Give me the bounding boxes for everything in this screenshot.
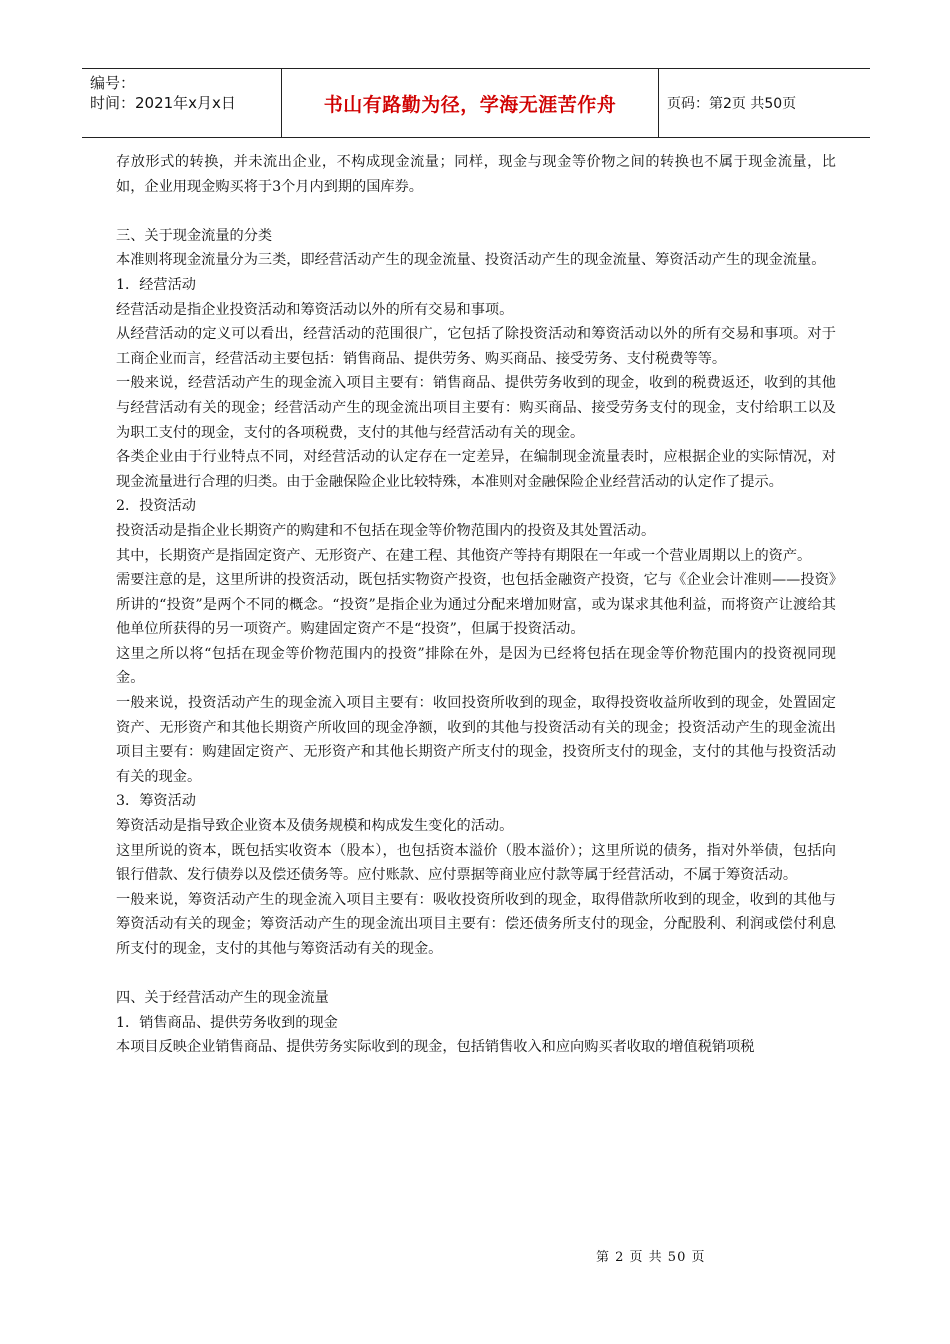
paragraph: 各类企业由于行业特点不同，对经营活动的认定存在一定差异，在编制现金流量表时，应根据企业的实际情况，对现金流量进行合理的归类。由于金融保险企业比较特殊，本准则对金融保险企业经营活动的认定作了提示。	[116, 449, 836, 490]
paragraph: 筹资活动是指导致企业资本及债务规模和构成发生变化的活动。	[116, 818, 514, 835]
section-heading: 四、关于经营活动产生的现金流量	[116, 990, 329, 1007]
section-heading: 三、关于现金流量的分类	[116, 227, 273, 244]
paragraph: 其中，长期资产是指固定资产、无形资产、在建工程、其他资产等持有期限在一年或一个营业周期以上的资产。	[116, 547, 812, 564]
document-body	[116, 150, 836, 1060]
header-table	[82, 68, 870, 138]
paragraph: 一般来说，投资活动产生的现金流入项目主要有：收回投资所收到的现金，取得投资收益所收到的现金，处置固定资产、无形资产和其他长期资产所收回的现金净额，收到的其他与投资活动有关的现金；投资活动产生的现金流出项目主要有：购建固定资产、无形资产和其他长期资产所支付的现金，投资所支付的现金，支付的其他与投资活动有关的现金。	[116, 695, 836, 785]
header-motto: 书山有路勤为径，学海无涯苦作舟	[282, 69, 659, 137]
paragraph: 投资活动是指企业长期资产的购建和不包括在现金等价物范围内的投资及其处置活动。	[116, 522, 656, 539]
document-number-label: 编号：	[90, 74, 136, 92]
subheading: 2．投资活动	[116, 498, 196, 515]
paragraph: 一般来说，经营活动产生的现金流入项目主要有：销售商品、提供劳务收到的现金，收到的税费返还，收到的其他与经营活动有关的现金；经营活动产生的现金流出项目主要有：购买商品、接受劳务支付的现金，支付给职工以及为职工支付的现金，支付的各项税费，支付的其他与经营活动有关的现金。	[116, 375, 836, 441]
page-footer: 第 2 页 共 50 页	[596, 1250, 706, 1265]
paragraph: 本项目反映企业销售商品、提供劳务实际收到的现金，包括销售收入和应向购买者收取的增值税销项税	[116, 1039, 755, 1056]
header-page-info: 页码：第2页 共50页	[667, 96, 797, 112]
subheading: 1．销售商品、提供劳务收到的现金	[116, 1014, 338, 1031]
paragraph: 存放形式的转换，并未流出企业，不构成现金流量；同样，现金与现金等价物之间的转换也不属于现金流量，比如，企业用现金购买将于3个月内到期的国库券。	[116, 154, 836, 195]
subheading: 1．经营活动	[116, 276, 196, 293]
header-meta	[82, 69, 282, 137]
document-time-label: 时间：2021年x月x日	[90, 94, 236, 112]
paragraph: 这里所说的资本，既包括实收资本（股本），也包括资本溢价（股本溢价）；这里所说的债务，指对外举债，包括向银行借款、发行债券以及偿还债务等。应付账款、应付票据等商业应付款等属于经营活动，不属于筹资活动。	[116, 842, 836, 884]
paragraph: 经营活动是指企业投资活动和筹资活动以外的所有交易和事项。	[116, 301, 514, 318]
paragraph: 从经营活动的定义可以看出，经营活动的范围很广，它包括了除投资活动和筹资活动以外的所有交易和事项。对于工商企业而言，经营活动主要包括：销售商品、提供劳务、购买商品、接受劳务、支付税费等等。	[116, 326, 836, 367]
paragraph: 本准则将现金流量分为三类，即经营活动产生的现金流量、投资活动产生的现金流量、筹资活动产生的现金流量。	[116, 252, 826, 269]
paragraph: 需要注意的是，这里所讲的投资活动，既包括实物资产投资，也包括金融资产投资，它与《企业会计准则——投资》所讲的“投资”是两个不同的概念。“投资”是指企业为通过分配来增加财富，或为谋求其他利益，而将资产让渡给其他单位所获得的另一项资产。购建固定资产不是“投资”，但属于投资活动。	[116, 572, 836, 638]
subheading: 3．筹资活动	[116, 793, 196, 810]
paragraph: 一般来说，筹资活动产生的现金流入项目主要有：吸收投资所收到的现金，取得借款所收到的现金，收到的其他与筹资活动有关的现金；筹资活动产生的现金流出项目主要有：偿还债务所支付的现金，分配股利、利润或偿付利息所支付的现金，支付的其他与筹资活动有关的现金。	[116, 891, 836, 957]
blank-line	[116, 962, 836, 987]
paragraph: 这里之所以将“包括在现金等价物范围内的投资”排除在外，是因为已经将包括在现金等价物范围内的投资视同现金。	[116, 645, 836, 687]
blank-line	[116, 199, 836, 224]
